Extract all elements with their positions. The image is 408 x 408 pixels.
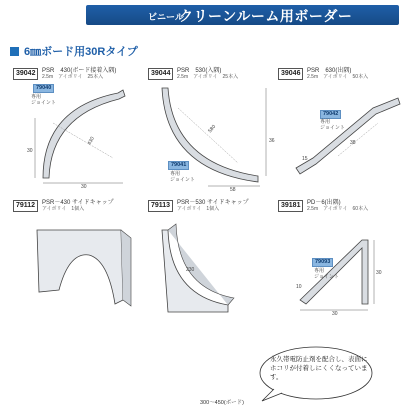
joint-code-tag: 79041 xyxy=(168,161,189,170)
product-code: 39046 xyxy=(278,68,303,80)
header-category: ビニール xyxy=(148,12,184,22)
product-spec: 2.5m アイボリイ 25本入 xyxy=(177,74,239,80)
product-name: PD－6(出隅) xyxy=(307,200,341,206)
section-title xyxy=(10,45,138,57)
dim-radius: 580 xyxy=(207,123,218,135)
product-code: 39042 xyxy=(13,68,38,80)
product-name: PSR－430 サイドキャップ xyxy=(42,200,114,206)
profile-drawing-430 xyxy=(13,68,141,193)
joint-note: 専用 ジョイント xyxy=(31,94,56,106)
product-spec: アイボリイ 1個入 xyxy=(177,206,220,212)
joint-code-tag: 79040 xyxy=(33,84,54,93)
product-79113 xyxy=(148,200,276,325)
joint-note: 専用 ジョイント xyxy=(170,171,195,183)
product-code: 79113 xyxy=(148,200,173,212)
product-spec: アイボリイ 1個入 xyxy=(42,206,85,212)
dim-height: 30 xyxy=(27,148,33,154)
feature-callout-text: 永久帯電防止剤を配合し、表面にホコリが付着しにくくなっています。 xyxy=(270,356,368,381)
board-thickness-note: 300～450(ボード) xyxy=(200,400,245,406)
feature-callout xyxy=(256,345,376,401)
dim-height: 36 xyxy=(269,138,275,144)
side-cap-drawing-530 xyxy=(148,200,276,325)
joint-note: 専用 ジョイント xyxy=(314,268,339,280)
section-marker-icon xyxy=(10,47,19,56)
product-39044 xyxy=(148,68,276,193)
product-name: PSR－530 サイドキャップ xyxy=(177,200,249,206)
dim-flange: 15 xyxy=(302,156,308,162)
product-spec: 2.5m アイボリイ 25本入 xyxy=(42,74,104,80)
product-39046 xyxy=(278,68,406,193)
product-spec: 2.5m アイボリイ 50本入 xyxy=(307,74,369,80)
product-code: 79112 xyxy=(13,200,38,212)
section-title-text: 6㎜ボード用30Rタイプ xyxy=(24,46,138,58)
dim-height: 30 xyxy=(376,270,382,276)
product-code: 39181 xyxy=(278,200,303,212)
dim-flange: 10 xyxy=(296,284,302,290)
product-79112 xyxy=(13,200,141,325)
profile-drawing-pd6 xyxy=(278,200,406,325)
joint-code-tag: 79042 xyxy=(320,110,341,119)
side-cap-drawing-430 xyxy=(13,200,141,325)
dim-width: 58 xyxy=(230,187,236,193)
header-banner xyxy=(86,5,399,25)
product-name: PSR 530(入隅) xyxy=(177,68,222,74)
dim-width: 30 xyxy=(332,311,338,317)
product-name: PSR 630(出隅) xyxy=(307,68,352,74)
dim-radius: 230 xyxy=(186,267,195,273)
product-code: 39044 xyxy=(148,68,173,80)
joint-note: 専用 ジョイント xyxy=(320,119,345,131)
dim-radius: 430 xyxy=(86,135,96,147)
product-39181 xyxy=(278,200,406,325)
product-name: PSR 430(ボード接着入隅) xyxy=(42,68,117,74)
dim-width: 30 xyxy=(81,184,87,190)
joint-code-tag: 79093 xyxy=(312,258,333,267)
header-title: クリーンルーム用ボーダー xyxy=(179,8,353,24)
product-spec: 2.5m アイボリイ 60本入 xyxy=(307,206,369,212)
product-39042 xyxy=(13,68,141,193)
dim-length: 38 xyxy=(350,140,356,146)
